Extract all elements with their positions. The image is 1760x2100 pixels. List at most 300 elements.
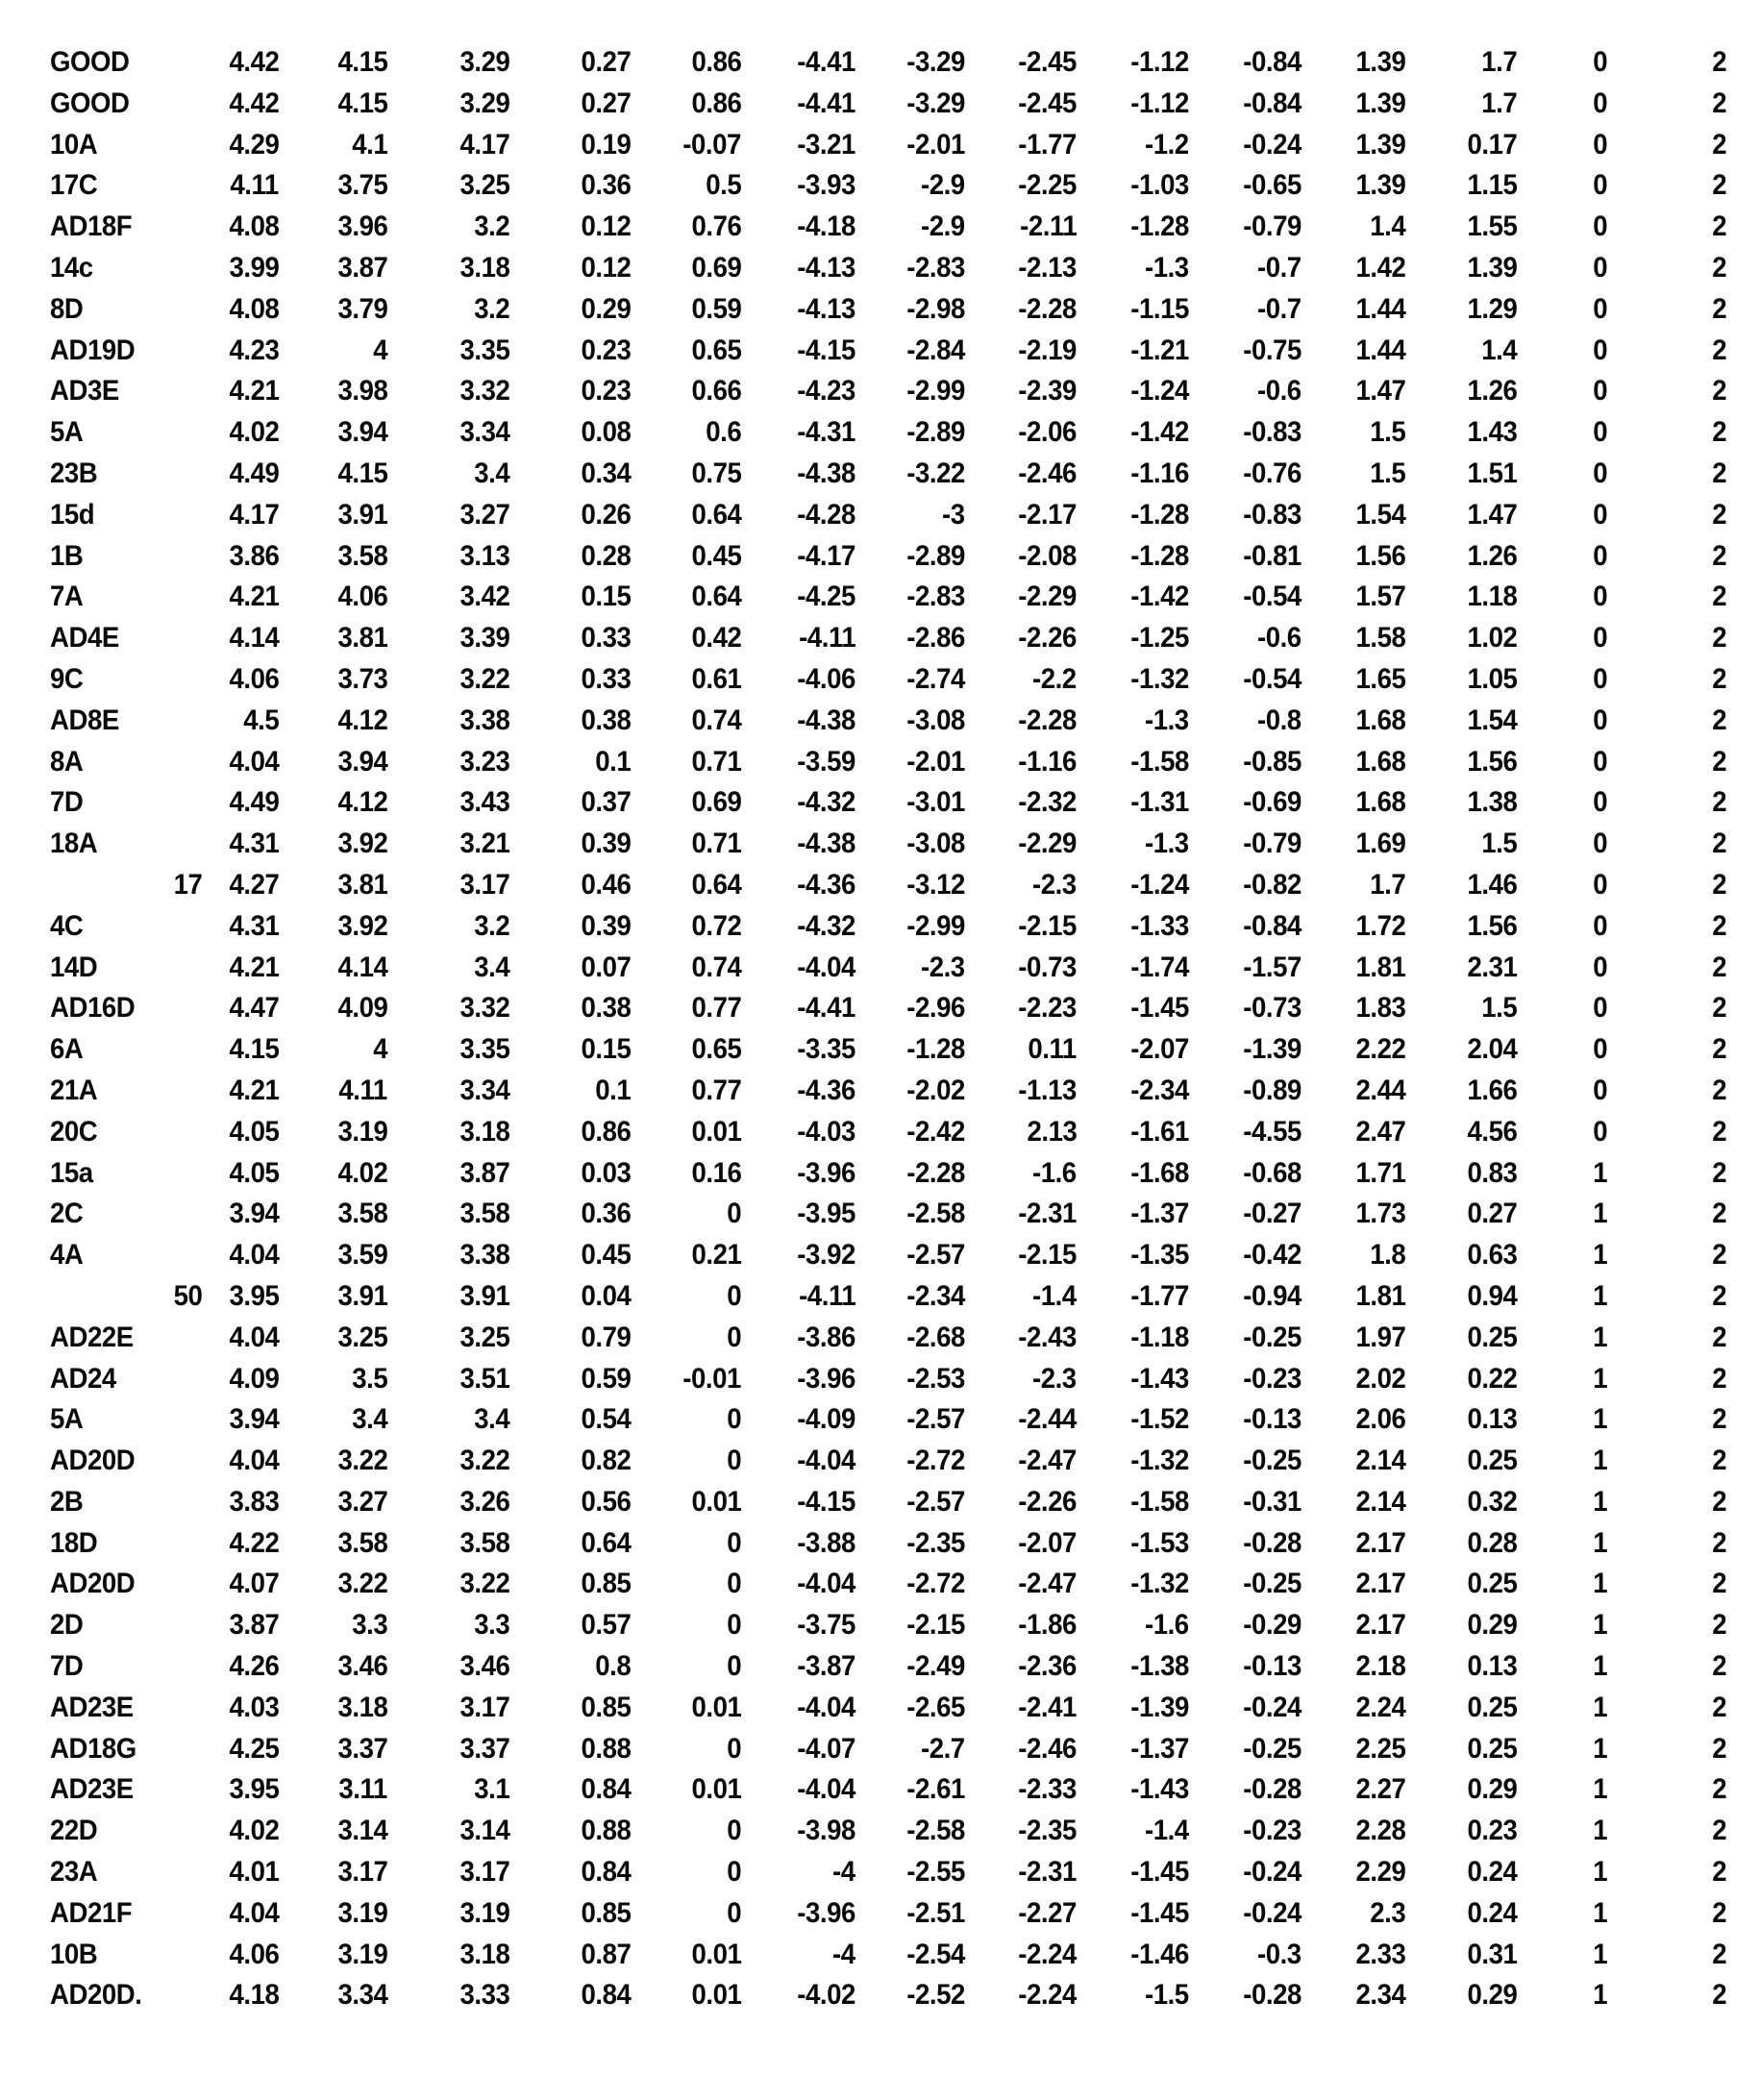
cell-col-13: 0 [1593,662,1607,695]
cell-col-7: -2.49 [906,1650,965,1683]
cell-col-12: 1.54 [1467,704,1517,736]
cell-col-2: 3.14 [337,1815,387,1847]
cell-col-8: -2.2 [1032,662,1077,695]
cell-col-8: -1.16 [1018,745,1077,778]
cell-col-2: 3.34 [337,1979,387,2012]
cell-col-14: 2 [1712,1033,1726,1066]
cell-col-12: 0.25 [1467,1568,1517,1600]
cell-col-11: 2.28 [1355,1815,1405,1847]
cell-col-14: 2 [1712,46,1726,78]
cell-col-4: 0.56 [581,1485,631,1518]
cell-col-8: -2.06 [1018,416,1077,449]
cell-col-3: 3.21 [459,828,509,860]
cell-col-8: -1.4 [1032,1279,1077,1312]
cell-col-4: 0.45 [581,1239,631,1272]
cell-col-7: -2.51 [906,1896,965,1929]
cell-col-1: 4.27 [229,868,279,901]
cell-col-4: 0.23 [581,334,631,366]
cell-col-8: -2.47 [1018,1445,1077,1477]
cell-col-3: 3.27 [459,498,509,531]
cell-col-5: 0 [727,1403,741,1436]
cell-col-11: 2.3 [1369,1896,1405,1929]
cell-col-6: -3.93 [797,169,855,202]
cell-col-1: 4.06 [229,1938,279,1970]
cell-col-2: 4.06 [337,581,387,613]
cell-col-12: 0.22 [1467,1362,1517,1395]
cell-col-4: 0.36 [581,1198,631,1230]
cell-col-3: 3.43 [459,786,509,819]
cell-col-4: 0.08 [581,416,631,449]
table-row [0,1071,1760,1112]
cell-col-1: 4.02 [229,1815,279,1847]
cell-col-6: -4.17 [797,539,855,572]
cell-col-6: -4.04 [797,1568,855,1600]
cell-col-6: -3.87 [797,1650,855,1683]
cell-col-5: 0 [727,1609,741,1642]
cell-col-6: -4.02 [797,1979,855,2012]
cell-col-12: 1.26 [1467,539,1517,572]
cell-col-3: 3.2 [473,909,509,942]
cell-col-5: 0.66 [691,375,741,408]
cell-col-14: 2 [1712,251,1726,284]
cell-col-12: 0.25 [1467,1445,1517,1477]
cell-col-7: -3 [942,498,965,531]
cell-col-2: 3.92 [337,909,387,942]
cell-col-2: 3.58 [337,1526,387,1559]
table-row [0,207,1760,248]
cell-col-6: -4.31 [797,416,855,449]
cell-col-12: 1.55 [1467,210,1517,243]
cell-col-10: -0.6 [1257,375,1301,408]
cell-col-3: 3.35 [459,334,509,366]
cell-col-7: -2.53 [906,1362,965,1395]
cell-col-3: 3.39 [459,622,509,655]
cell-col-6: -4.41 [797,86,855,119]
table-row [0,454,1760,495]
cell-col-11: 1.7 [1369,868,1405,901]
cell-col-6: -4.25 [797,581,855,613]
cell-col-8: -2.33 [1018,1773,1077,1806]
cell-col-3: 3.2 [473,292,509,325]
cell-col-12: 0.28 [1467,1526,1517,1559]
cell-col-7: -2.83 [906,251,965,284]
cell-col-12: 1.5 [1480,992,1517,1025]
cell-col-3: 3.22 [459,662,509,695]
cell-col-12: 1.66 [1467,1074,1517,1106]
cell-col-11: 2.44 [1355,1074,1405,1106]
cell-col-10: -1.39 [1243,1033,1301,1066]
cell-col-9: -1.12 [1130,46,1189,78]
cell-col-14: 2 [1712,868,1726,901]
row-label: 1B [50,539,84,572]
cell-col-7: -3.08 [906,828,965,860]
cell-col-11: 2.47 [1355,1115,1405,1148]
cell-col-3: 3.91 [459,1279,509,1312]
cell-col-14: 2 [1712,745,1726,778]
cell-col-1: 4.18 [229,1979,279,2012]
cell-col-1: 4.23 [229,334,279,366]
cell-col-5: 0.77 [691,1074,741,1106]
table-row [0,1359,1760,1400]
cell-col-4: 0.85 [581,1691,631,1723]
cell-col-12: 0.32 [1467,1485,1517,1518]
cell-col-11: 1.39 [1355,46,1405,78]
cell-col-9: -1.24 [1130,868,1189,901]
row-label: 18A [50,828,98,860]
table-row [0,1029,1760,1071]
cell-col-7: -2.3 [921,951,965,983]
cell-col-9: -1.77 [1130,1279,1189,1312]
cell-col-2: 3.58 [337,1198,387,1230]
cell-col-14: 2 [1712,539,1726,572]
cell-col-14: 2 [1712,581,1726,613]
cell-col-13: 0 [1593,498,1607,531]
cell-col-2: 4 [373,334,387,366]
cell-col-1: 4.08 [229,210,279,243]
table-row [0,1935,1760,1976]
cell-col-6: -4.32 [797,786,855,819]
cell-col-3: 3.25 [459,169,509,202]
cell-col-14: 2 [1712,292,1726,325]
cell-col-8: -2.3 [1032,1362,1077,1395]
cell-col-4: 0.38 [581,992,631,1025]
cell-col-11: 1.81 [1355,1279,1405,1312]
cell-col-9: -1.3 [1145,704,1189,736]
cell-col-13: 1 [1593,1938,1607,1970]
cell-col-14: 2 [1712,210,1726,243]
cell-col-9: -1.74 [1130,951,1189,983]
cell-col-4: 0.84 [581,1979,631,2012]
cell-col-10: -0.76 [1243,457,1301,489]
cell-col-12: 2.04 [1467,1033,1517,1066]
cell-col-8: -2.45 [1018,46,1077,78]
row-label: 14c [50,251,93,284]
cell-col-8: -2.46 [1018,1732,1077,1765]
cell-col-3: 3.23 [459,745,509,778]
cell-col-7: -2.58 [906,1815,965,1847]
cell-col-9: -1.32 [1130,1445,1189,1477]
table-row [0,1235,1760,1276]
cell-col-6: -3.96 [797,1896,855,1929]
cell-col-1: 4.08 [229,292,279,325]
cell-col-12: 0.24 [1467,1856,1517,1889]
cell-col-2: 3.37 [337,1732,387,1765]
cell-col-10: -0.8 [1257,704,1301,736]
table-row [0,1441,1760,1482]
cell-col-13: 0 [1593,786,1607,819]
cell-col-10: -0.25 [1243,1568,1301,1600]
cell-col-4: 0.36 [581,169,631,202]
row-label: AD23E [50,1691,134,1723]
cell-col-5: 0.01 [691,1938,741,1970]
cell-col-3: 3.22 [459,1445,509,1477]
cell-col-7: -2.89 [906,416,965,449]
cell-col-5: 0.6 [705,416,741,449]
row-label: 9C [50,662,84,695]
cell-col-3: 3.38 [459,704,509,736]
cell-col-1: 4.03 [229,1691,279,1723]
cell-col-5: 0.61 [691,662,741,695]
cell-col-3: 3.18 [459,1938,509,1970]
cell-col-5: 0 [727,1732,741,1765]
cell-col-11: 1.47 [1355,375,1405,408]
cell-col-12: 1.4 [1480,334,1517,366]
cell-col-11: 1.97 [1355,1321,1405,1353]
cell-col-11: 2.06 [1355,1403,1405,1436]
cell-col-1: 4.04 [229,1445,279,1477]
cell-col-3: 3.32 [459,992,509,1025]
cell-col-1: 3.95 [229,1279,279,1312]
cell-col-12: 0.29 [1467,1609,1517,1642]
cell-col-1: 4.06 [229,662,279,695]
cell-col-13: 1 [1593,1362,1607,1395]
cell-col-14: 2 [1712,992,1726,1025]
cell-col-13: 0 [1593,457,1607,489]
cell-col-5: 0.64 [691,581,741,613]
row-label: 7A [50,581,84,613]
cell-col-7: -2.61 [906,1773,965,1806]
cell-col-3: 3.22 [459,1568,509,1600]
cell-col-9: -1.68 [1130,1156,1189,1189]
cell-col-1: 4.09 [229,1362,279,1395]
cell-col-3: 3.58 [459,1526,509,1559]
cell-col-6: -4.41 [797,46,855,78]
cell-col-12: 1.43 [1467,416,1517,449]
table-row [0,618,1760,659]
cell-col-8: -2.29 [1018,828,1077,860]
cell-col-1: 4.47 [229,992,279,1025]
cell-col-4: 0.28 [581,539,631,572]
cell-col-11: 1.58 [1355,622,1405,655]
cell-col-11: 1.68 [1355,786,1405,819]
cell-col-4: 0.19 [581,128,631,161]
cell-col-10: -0.65 [1243,169,1301,202]
cell-col-3: 3.51 [459,1362,509,1395]
cell-col-14: 2 [1712,1362,1726,1395]
table-row [0,1318,1760,1359]
cell-col-11: 2.18 [1355,1650,1405,1683]
cell-col-12: 0.13 [1467,1650,1517,1683]
cell-col-2: 3.96 [337,210,387,243]
cell-col-8: -2.17 [1018,498,1077,531]
cell-col-14: 2 [1712,1526,1726,1559]
cell-col-10: -0.79 [1243,828,1301,860]
cell-col-11: 2.27 [1355,1773,1405,1806]
cell-col-5: 0.16 [691,1156,741,1189]
cell-col-9: -1.33 [1130,909,1189,942]
table-row [0,1646,1760,1688]
cell-col-5: 0.71 [691,828,741,860]
cell-col-13: 1 [1593,1815,1607,1847]
cell-col-2: 3.4 [351,1403,387,1436]
cell-col-10: -0.83 [1243,498,1301,531]
cell-col-2: 3.92 [337,828,387,860]
cell-col-7: -2.01 [906,128,965,161]
cell-col-5: 0.5 [705,169,741,202]
cell-col-5: 0.64 [691,868,741,901]
cell-col-4: 0.1 [594,1074,631,1106]
cell-col-4: 0.26 [581,498,631,531]
cell-col-7: -2.9 [921,210,965,243]
row-label: 2B [50,1485,84,1518]
cell-col-11: 2.17 [1355,1568,1405,1600]
cell-col-8: -2.36 [1018,1650,1077,1683]
cell-col-11: 1.81 [1355,951,1405,983]
cell-col-2: 3.5 [351,1362,387,1395]
cell-col-14: 2 [1712,1896,1726,1929]
cell-col-1: 3.87 [229,1609,279,1642]
cell-col-8: -2.41 [1018,1691,1077,1723]
cell-col-3: 3.37 [459,1732,509,1765]
row-label: AD3E [50,375,119,408]
cell-col-6: -3.75 [797,1609,855,1642]
cell-col-9: -1.32 [1130,1568,1189,1600]
cell-col-5: 0.86 [691,46,741,78]
table-row [0,1399,1760,1441]
cell-col-4: 0.59 [581,1362,631,1395]
cell-col-8: -2.19 [1018,334,1077,366]
row-label: 17C [50,169,98,202]
cell-col-6: -3.98 [797,1815,855,1847]
cell-col-13: 1 [1593,1403,1607,1436]
cell-col-6: -4.04 [797,1691,855,1723]
cell-col-4: 0.79 [581,1321,631,1353]
cell-col-5: 0.01 [691,1691,741,1723]
cell-col-12: 0.17 [1467,128,1517,161]
cell-col-11: 2.14 [1355,1485,1405,1518]
cell-col-5: 0.74 [691,704,741,736]
cell-col-7: -2.99 [906,909,965,942]
cell-col-1: 3.99 [229,251,279,284]
cell-col-13: 1 [1593,1773,1607,1806]
cell-col-14: 2 [1712,622,1726,655]
cell-col-13: 1 [1593,1279,1607,1312]
cell-col-10: -0.24 [1243,1896,1301,1929]
row-label: 10A [50,128,98,161]
cell-col-1: 4.04 [229,1321,279,1353]
cell-col-9: -1.46 [1130,1938,1189,1970]
cell-col-9: -1.28 [1130,210,1189,243]
table-row [0,948,1760,989]
cell-col-2: 4.12 [337,786,387,819]
cell-col-6: -3.95 [797,1198,855,1230]
cell-col-8: -2.24 [1018,1938,1077,1970]
cell-col-10: -0.75 [1243,334,1301,366]
cell-col-11: 1.39 [1355,169,1405,202]
row-label: AD20D. [50,1979,142,2012]
cell-col-14: 2 [1712,416,1726,449]
cell-col-13: 1 [1593,1896,1607,1929]
row-prefix-number: 50 [173,1279,202,1312]
cell-col-9: -1.25 [1130,622,1189,655]
cell-col-13: 1 [1593,1445,1607,1477]
cell-col-11: 2.22 [1355,1033,1405,1066]
row-label: AD18G [50,1732,136,1765]
cell-col-11: 1.5 [1369,416,1405,449]
table-row [0,84,1760,125]
row-label: 7D [50,786,84,819]
cell-col-2: 4.02 [337,1156,387,1189]
row-label: AD4E [50,622,119,655]
cell-col-12: 1.56 [1467,909,1517,942]
cell-col-10: -0.79 [1243,210,1301,243]
row-label: 18D [50,1526,98,1559]
row-label: 2C [50,1198,84,1230]
cell-col-7: -3.08 [906,704,965,736]
cell-col-10: -0.3 [1257,1938,1301,1970]
cell-col-3: 3.4 [473,457,509,489]
cell-col-5: 0.71 [691,745,741,778]
cell-col-2: 3.3 [351,1609,387,1642]
cell-col-2: 3.94 [337,745,387,778]
cell-col-9: -1.43 [1130,1362,1189,1395]
cell-col-1: 4.05 [229,1115,279,1148]
cell-col-7: -2.98 [906,292,965,325]
cell-col-9: -1.52 [1130,1403,1189,1436]
cell-col-9: -2.34 [1130,1074,1189,1106]
cell-col-2: 3.98 [337,375,387,408]
cell-col-12: 0.25 [1467,1321,1517,1353]
cell-col-6: -4.03 [797,1115,855,1148]
cell-col-4: 0.12 [581,251,631,284]
cell-col-11: 1.39 [1355,128,1405,161]
cell-col-6: -3.35 [797,1033,855,1066]
cell-col-13: 0 [1593,1115,1607,1148]
cell-col-7: -2.42 [906,1115,965,1148]
cell-col-7: -2.96 [906,992,965,1025]
row-label: 4A [50,1239,84,1272]
cell-col-5: 0.74 [691,951,741,983]
cell-col-14: 2 [1712,1609,1726,1642]
table-row [0,165,1760,207]
cell-col-14: 2 [1712,1856,1726,1889]
cell-col-2: 3.19 [337,1115,387,1148]
cell-col-3: 3.4 [473,1403,509,1436]
cell-col-4: 0.8 [594,1650,631,1683]
cell-col-10: -0.89 [1243,1074,1301,1106]
table-row [0,248,1760,289]
cell-col-5: -0.07 [682,128,741,161]
cell-col-3: 3.29 [459,86,509,119]
cell-col-9: -1.43 [1130,1773,1189,1806]
cell-col-13: 1 [1593,1156,1607,1189]
cell-col-12: 0.25 [1467,1691,1517,1723]
cell-col-3: 3.46 [459,1650,509,1683]
cell-col-14: 2 [1712,828,1726,860]
cell-col-8: 0.11 [1028,1033,1077,1066]
cell-col-1: 4.49 [229,457,279,489]
cell-col-6: -3.86 [797,1321,855,1353]
cell-col-10: -0.54 [1243,662,1301,695]
cell-col-11: 1.72 [1355,909,1405,942]
cell-col-7: -2.83 [906,581,965,613]
cell-col-7: -2.72 [906,1445,965,1477]
cell-col-9: -1.38 [1130,1650,1189,1683]
cell-col-10: -0.7 [1257,292,1301,325]
cell-col-2: 3.22 [337,1445,387,1477]
cell-col-6: -4.11 [798,1279,855,1312]
table-row [0,701,1760,742]
cell-col-8: -2.44 [1018,1403,1077,1436]
cell-col-2: 4.11 [338,1074,387,1106]
cell-col-11: 2.17 [1355,1609,1405,1642]
cell-col-7: -2.74 [906,662,965,695]
cell-col-6: -4.28 [797,498,855,531]
cell-col-7: -2.99 [906,375,965,408]
cell-col-1: 4.22 [229,1526,279,1559]
cell-col-8: -2.13 [1018,251,1077,284]
cell-col-13: 0 [1593,375,1607,408]
